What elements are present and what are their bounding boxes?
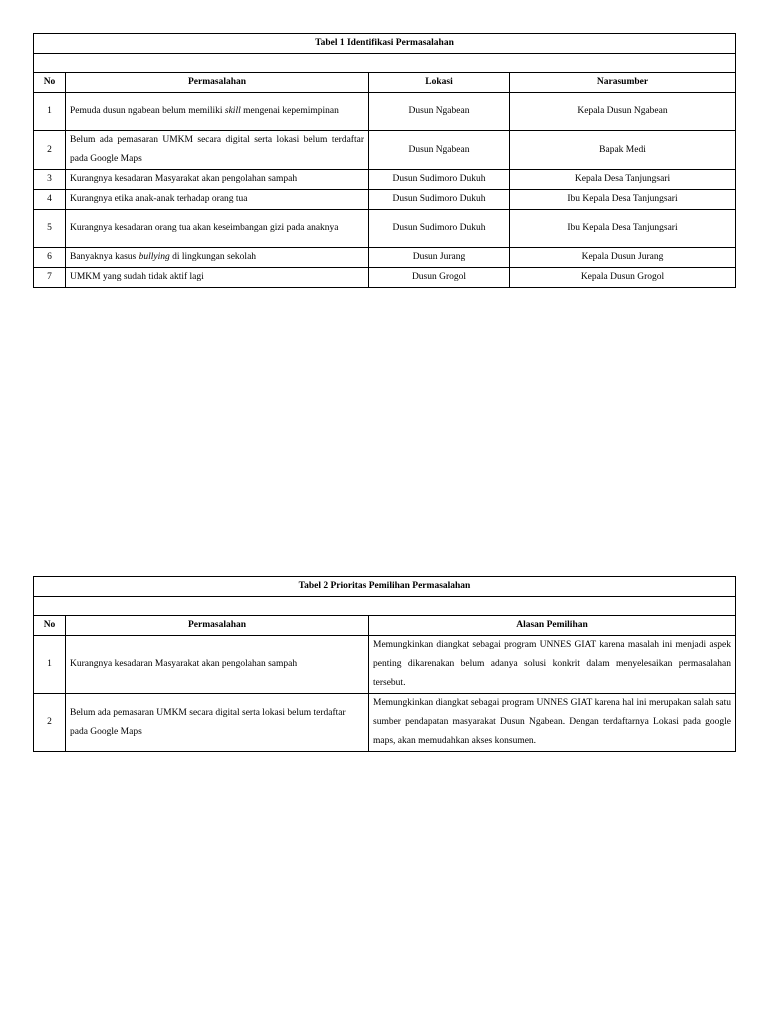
header-lokasi: Lokasi: [369, 73, 510, 93]
table-row: [34, 694, 736, 752]
header-no: No: [34, 73, 66, 93]
row-no: 4: [34, 190, 66, 210]
row-permasalahan: Belum ada pemasaran UMKM secara digital serta lokasi belum terdaftar pada Google Maps: [66, 131, 369, 170]
row-narasumber: Kepala Dusun Jurang: [510, 248, 736, 268]
row-permasalahan: Kurangnya kesadaran Masyarakat akan pengolahan sampah: [66, 636, 369, 694]
problem-priority-table: [33, 576, 736, 752]
header-permasalahan: Permasalahan: [66, 616, 369, 636]
table-row: [34, 170, 736, 190]
row-narasumber: Ibu Kepala Desa Tanjungsari: [510, 210, 736, 248]
row-lokasi: Dusun Jurang: [369, 248, 510, 268]
blank-row: [34, 597, 736, 616]
header-row: [34, 616, 736, 636]
row-no: 1: [34, 93, 66, 131]
row-narasumber: Kepala Dusun Ngabean: [510, 93, 736, 131]
row-lokasi: Dusun Grogol: [369, 268, 510, 288]
table-row: [34, 93, 736, 131]
row-no: 2: [34, 131, 66, 170]
header-no: No: [34, 616, 66, 636]
row-narasumber: Kepala Desa Tanjungsari: [510, 170, 736, 190]
row-lokasi: Dusun Ngabean: [369, 93, 510, 131]
table-row: [34, 210, 736, 248]
header-row: [34, 73, 736, 93]
row-permasalahan: Banyaknya kasus bullying di lingkungan sekolah: [66, 248, 369, 268]
blank-row: [34, 54, 736, 73]
table-title: Tabel 1 Identifikasi Permasalahan: [34, 34, 736, 54]
row-permasalahan: Pemuda dusun ngabean belum memiliki skill mengenai kepemimpinan: [66, 93, 369, 131]
header-permasalahan: Permasalahan: [66, 73, 369, 93]
row-lokasi: Dusun Ngabean: [369, 131, 510, 170]
row-no: 3: [34, 170, 66, 190]
row-no: 6: [34, 248, 66, 268]
row-permasalahan: Kurangnya kesadaran orang tua akan keseimbangan gizi pada anaknya: [66, 210, 369, 248]
table-row: [34, 268, 736, 288]
row-lokasi: Dusun Sudimoro Dukuh: [369, 190, 510, 210]
row-narasumber: Ibu Kepala Desa Tanjungsari: [510, 190, 736, 210]
header-narasumber: Narasumber: [510, 73, 736, 93]
row-permasalahan: Kurangnya kesadaran Masyarakat akan pengolahan sampah: [66, 170, 369, 190]
row-narasumber: Bapak Medi: [510, 131, 736, 170]
row-no: 7: [34, 268, 66, 288]
table-title: Tabel 2 Prioritas Pemilihan Permasalahan: [34, 577, 736, 597]
row-lokasi: Dusun Sudimoro Dukuh: [369, 210, 510, 248]
row-permasalahan: UMKM yang sudah tidak aktif lagi: [66, 268, 369, 288]
table-row: [34, 636, 736, 694]
row-permasalahan: Kurangnya etika anak-anak terhadap orang tua: [66, 190, 369, 210]
table-row: [34, 190, 736, 210]
row-narasumber: Kepala Dusun Grogol: [510, 268, 736, 288]
table-row: [34, 131, 736, 170]
header-alasan: Alasan Pemilihan: [369, 616, 736, 636]
row-lokasi: Dusun Sudimoro Dukuh: [369, 170, 510, 190]
row-no: 5: [34, 210, 66, 248]
row-no: 2: [34, 694, 66, 752]
problem-identification-table: [33, 33, 736, 288]
row-no: 1: [34, 636, 66, 694]
row-permasalahan: Belum ada pemasaran UMKM secara digital serta lokasi belum terdaftar pada Google Maps: [66, 694, 369, 752]
row-alasan: Memungkinkan diangkat sebagai program UNNES GIAT karena hal ini merupakan salah satu sumber pendapatan masyarakat Dusun Ngabean. Dengan terdaftarnya Lokasi pada google maps, akan memudahkan akses konsumen.: [369, 694, 736, 752]
row-alasan: Memungkinkan diangkat sebagai program UNNES GIAT karena masalah ini menjadi aspek penting dikarenakan belum adanya solusi konkrit dalam menyelesaikan permasalahan tersebut.: [369, 636, 736, 694]
table-row: [34, 248, 736, 268]
